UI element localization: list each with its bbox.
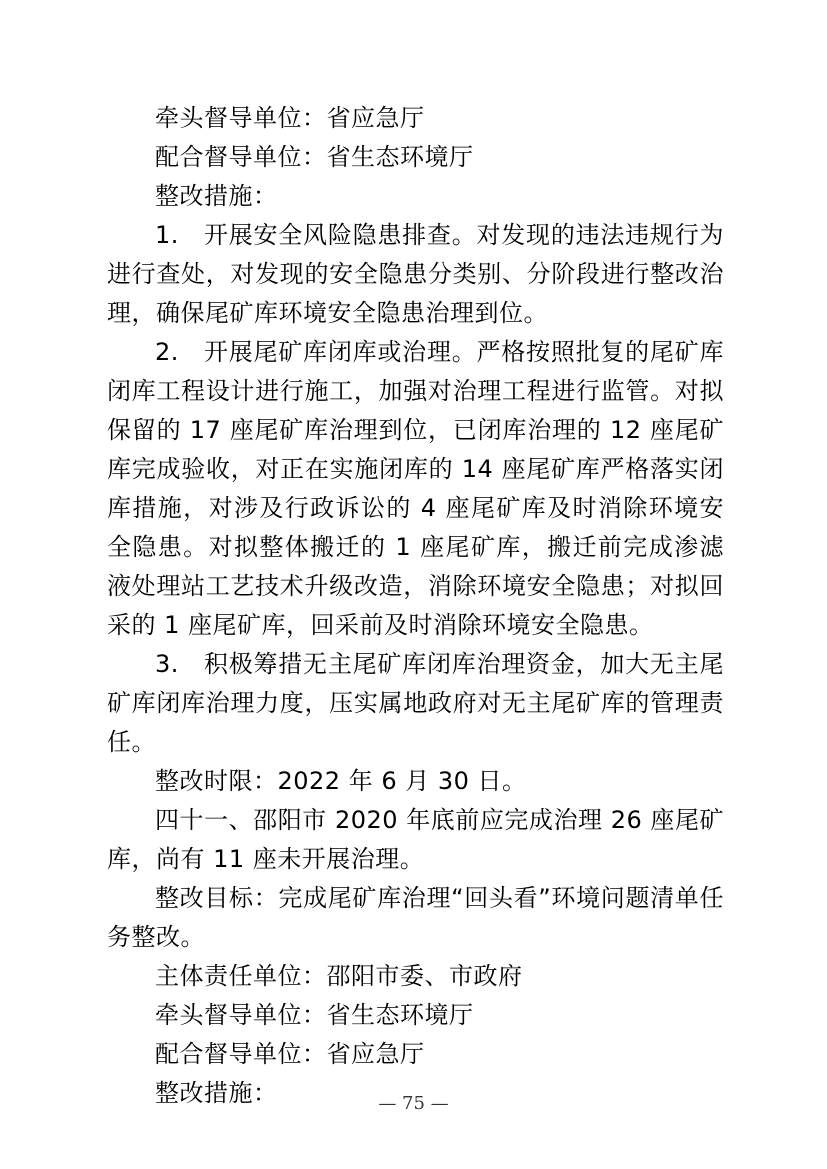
paragraph-measure-3: 3. 积极筹措无主尾矿库闭库治理资金，加大无主尾矿库闭库治理力度，压实属地政府对无主尾矿库的管理责任。 [107, 650, 724, 756]
paragraph-measures-heading-2: 整改措施： [155, 1079, 278, 1107]
paragraph-lead-supervisor: 牵头督导单位：省应急厅 [155, 104, 425, 132]
document-body [107, 99, 724, 1113]
paragraph-deadline: 整改时限：2022 年 6 月 30 日。 [155, 767, 527, 795]
paragraph-responsible-unit: 主体责任单位：邵阳市委、市政府 [155, 962, 523, 990]
paragraph-lead-supervisor-2: 牵头督导单位：省生态环境厅 [155, 1001, 474, 1029]
paragraph-item-41: 四十一、邵阳市 2020 年底前应完成治理 26 座尾矿库，尚有 11 座未开展治理。 [107, 806, 724, 873]
paragraph-assist-supervisor: 配合督导单位：省生态环境厅 [155, 143, 474, 171]
paragraph-target: 整改目标：完成尾矿库治理“回头看”环境问题清单任务整改。 [107, 884, 724, 951]
paragraph-assist-supervisor-2: 配合督导单位：省应急厅 [155, 1040, 425, 1068]
paragraph-measures-heading: 整改措施： [155, 182, 278, 210]
paragraph-measure-2: 2. 开展尾矿库闭库或治理。严格按照批复的尾矿库闭库工程设计进行施工，加强对治理工程进行监管。对拟保留的 17 座尾矿库治理到位，已闭库治理的 12 座尾矿库完成验收，对正在实施闭库的 14 座尾矿库严格落实闭库措施，对涉及行政诉讼的 4 座尾矿库及时消除环境安全隐患。对拟整体搬迁的 1 座尾矿库，搬迁前完成渗滤液处理站工艺技术升级改造，消除环境安全隐患；对拟回采的 1 座尾矿库，回采前及时消除环境安全隐患。 [107, 338, 724, 639]
page-number: — 75 — [378, 1093, 449, 1114]
paragraph-measure-1: 1. 开展安全风险隐患排查。对发现的违法违规行为进行查处，对发现的安全隐患分类别、分阶段进行整改治理，确保尾矿库环境安全隐患治理到位。 [107, 221, 724, 327]
